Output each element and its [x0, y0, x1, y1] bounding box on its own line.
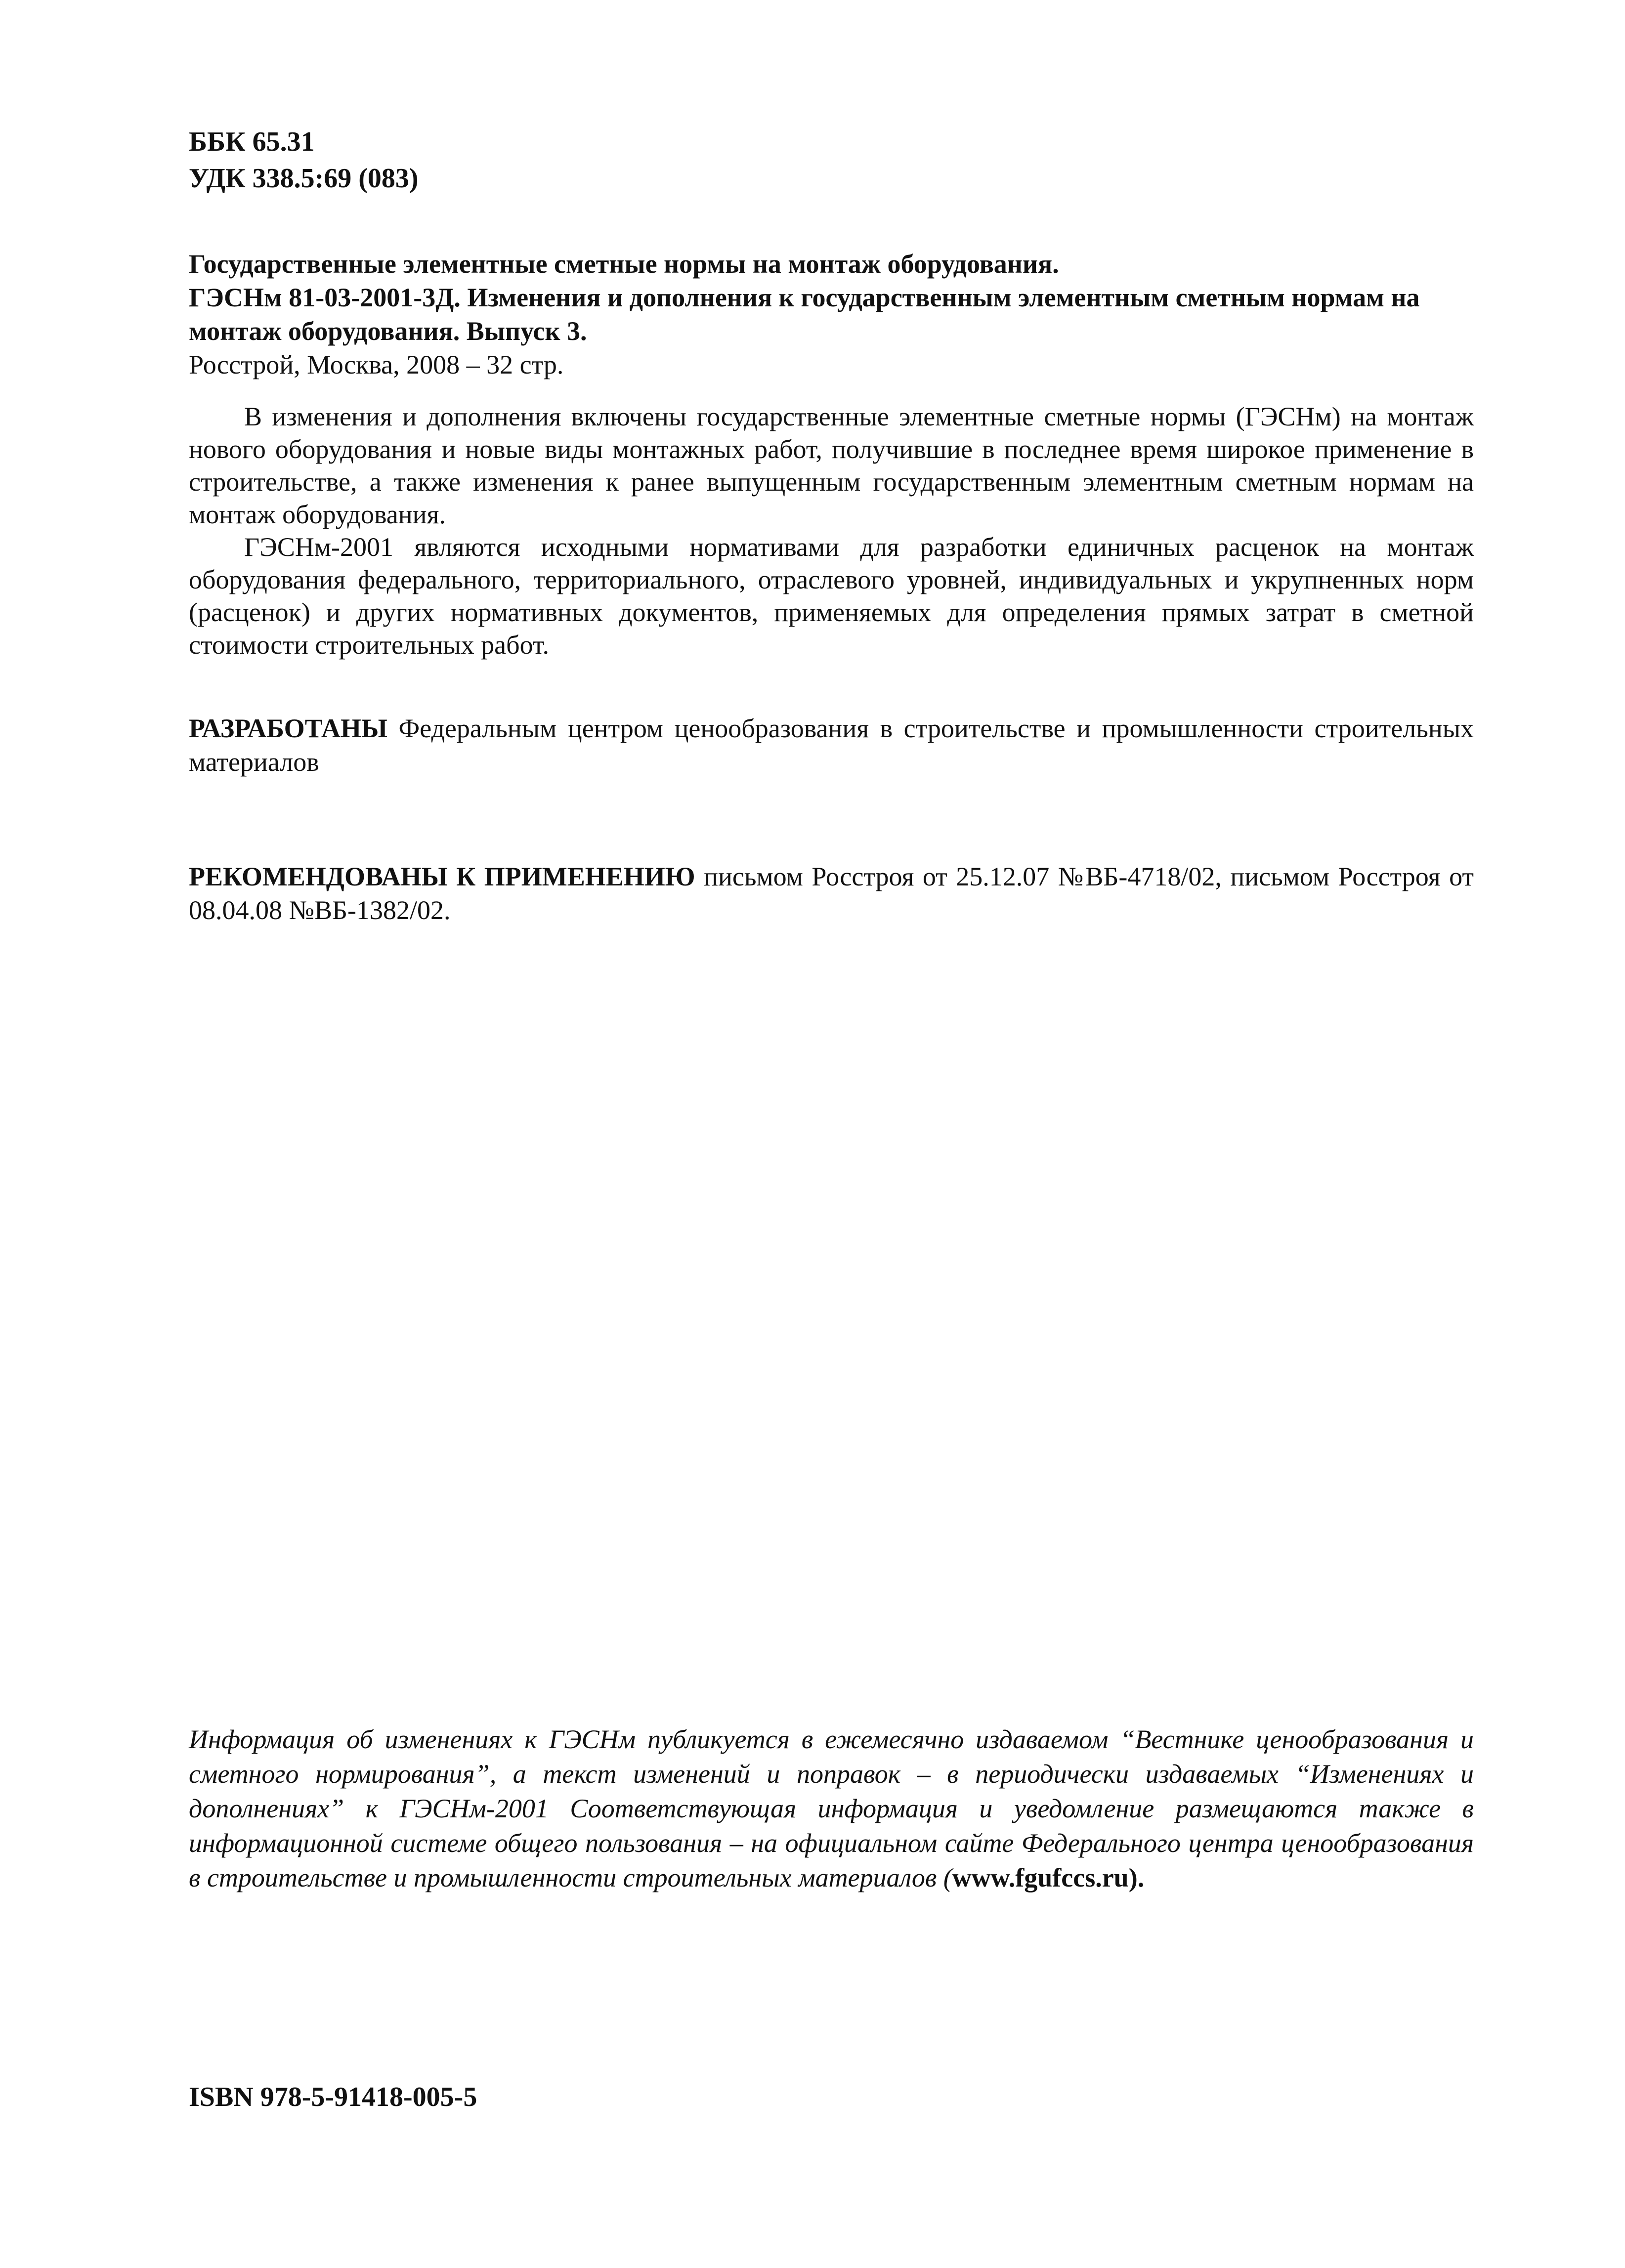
- classification-codes: [189, 124, 1474, 197]
- recommended-label: РЕКОМЕНДОВАНЫ К ПРИМЕНЕНИЮ: [189, 862, 695, 891]
- info-text: Информация об изменениях к ГЭСНм публикуется в ежемесячно издаваемом “Вестнике ценообразования и сметного нормирования”, а текст изменений и поправок – в периодически издаваемых “Изменениях и дополнениях” к ГЭСНм-2001 Соответствующая информация и уведомление размещаются также в информационной системе общего пользования – на официальном сайте Федерального центра ценообразования в строительстве и промышленности строительных материалов (: [189, 1724, 1474, 1892]
- info-notice: [189, 1722, 1474, 1895]
- recommended-text: письмом Росстроя от 25.12.07 №ВБ-4718/02, письмом Росстроя от 08.04.08 №ВБ-1382/02.: [189, 862, 1474, 925]
- isbn: ISBN 978-5-91418-005-5: [189, 2082, 477, 2112]
- developed-text: Федеральным центром ценообразования в строительстве и промышленности строительных материалов: [189, 714, 1474, 777]
- document-title-block: [189, 247, 1474, 381]
- udk-code: УДК 338.5:69 (083): [189, 163, 419, 194]
- abstract-paragraph-2: ГЭСНм-2001 являются исходными нормативами для разработки единичных расценок на монтаж оборудования федерального, территориального, отраслевого уровней, индивидуальных и укрупненных норм (расценок) и других нормативных документов, применяемых для определения прямых затрат в сметной стоимости строительных работ.: [189, 532, 1474, 660]
- info-suffix: ).: [1128, 1863, 1145, 1892]
- title-line-2: ГЭСНм 81-03-2001-3Д. Изменения и дополнения к государственным элементным сметным нормам на монтаж оборудования. Выпуск 3.: [189, 283, 1420, 346]
- abstract: [189, 400, 1474, 661]
- title-line-1: Государственные элементные сметные нормы на монтаж оборудования.: [189, 249, 1059, 279]
- developed-by: [189, 712, 1474, 779]
- imprint: Росстрой, Москва, 2008 – 32 стр.: [189, 350, 564, 379]
- developed-label: РАЗРАБОТАНЫ: [189, 714, 387, 743]
- website-link[interactable]: www.fgufccs.ru: [952, 1863, 1129, 1892]
- recommended-for-use: [189, 860, 1474, 927]
- abstract-paragraph-1: В изменения и дополнения включены государственные элементные сметные нормы (ГЭСНм) на монтаж нового оборудования и новые виды монтажных работ, получившие в последнее время широкое применение в строительстве, а также изменения к ранее выпущенным государственным элементным сметным нормам на монтаж оборудования.: [189, 402, 1474, 529]
- bbk-code: ББК 65.31: [189, 126, 315, 157]
